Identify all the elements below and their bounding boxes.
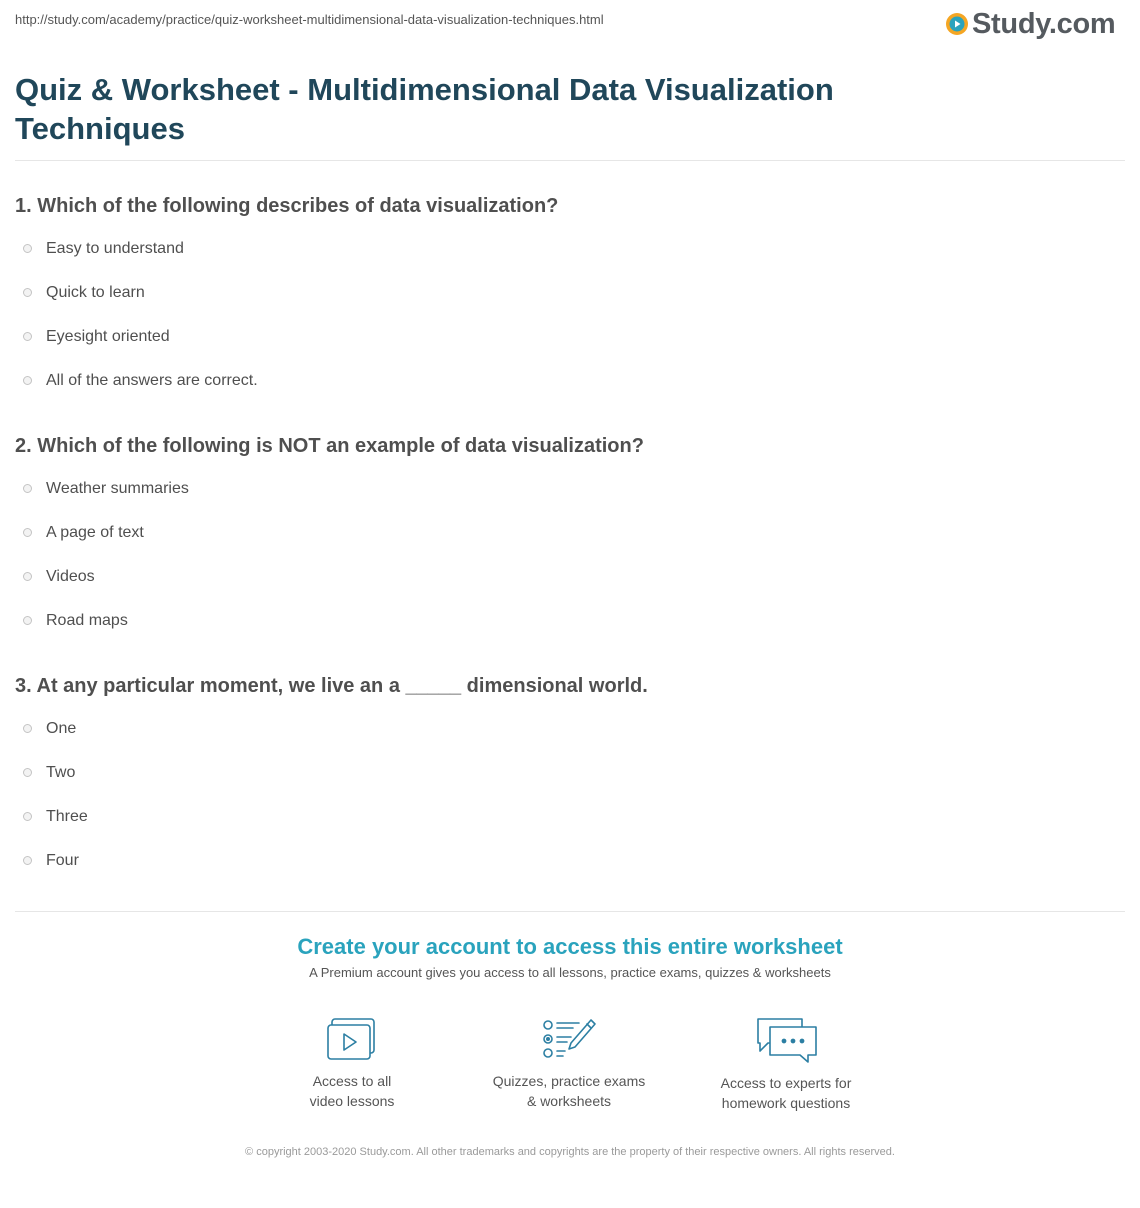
quiz-checklist-icon (541, 1017, 597, 1061)
question-2: 2. Which of the following is NOT an example of data visualization? (15, 435, 644, 457)
option-label: Weather summaries (46, 480, 189, 497)
radio-button[interactable] (23, 768, 32, 777)
radio-button[interactable] (23, 528, 32, 537)
feature-line-2: video lessons (309, 1093, 395, 1109)
radio-button[interactable] (23, 332, 32, 341)
question-1-option-2[interactable] (23, 282, 145, 304)
feature-line-1: Access to experts for (720, 1075, 852, 1091)
question-1-option-4[interactable] (23, 370, 258, 392)
question-1: 1. Which of the following describes of data visualization? (15, 195, 559, 217)
question-1-option-1[interactable] (23, 238, 184, 260)
option-label: Videos (46, 568, 95, 585)
question-2-option-2[interactable] (23, 522, 144, 544)
radio-button[interactable] (23, 288, 32, 297)
option-label: One (46, 720, 77, 737)
radio-button[interactable] (23, 724, 32, 733)
radio-button[interactable] (23, 376, 32, 385)
question-1-option-3[interactable] (23, 326, 170, 348)
copyright-text: © copyright 2003-2020 Study.com. All other trademarks and copyrights are the property of their respective owners. All rights reserved. (245, 1146, 895, 1158)
page-url: http://study.com/academy/practice/quiz-worksheet-multidimensional-data-visualization-techniques.html (15, 12, 604, 27)
play-circle-icon (945, 12, 969, 36)
question-3-option-3[interactable] (23, 806, 88, 828)
radio-button[interactable] (23, 244, 32, 253)
question-2-option-3[interactable] (23, 566, 95, 588)
create-account-link[interactable]: Create your account to access this entire worksheet (297, 934, 843, 959)
radio-button[interactable] (23, 616, 32, 625)
option-label: Quick to learn (46, 284, 145, 301)
question-3-option-1[interactable] (23, 718, 76, 740)
question-3-option-4[interactable] (23, 850, 79, 872)
feature-line-1: Quizzes, practice exams (492, 1073, 646, 1089)
question-3: 3. At any particular moment, we live an a _____ dimensional world. (15, 675, 648, 697)
option-label: Three (46, 808, 88, 825)
feature-line-1: Access to all (312, 1073, 392, 1089)
feature-line-2: & worksheets (526, 1093, 612, 1109)
header-divider (15, 160, 1125, 161)
radio-button[interactable] (23, 812, 32, 821)
option-label: Eyesight oriented (46, 328, 170, 345)
feature-experts (686, 1017, 886, 1113)
option-label: All of the answers are correct. (46, 372, 258, 389)
page-title: Quiz & Worksheet - Multidimensional Data Visualization Techniques (15, 72, 834, 146)
cta-subtitle: A Premium account gives you access to all lessons, practice exams, quizzes & worksheets (309, 965, 831, 980)
question-2-option-4[interactable] (23, 610, 128, 632)
option-label: Four (46, 852, 79, 869)
feature-video-lessons (252, 1017, 452, 1111)
option-label: Road maps (46, 612, 128, 629)
video-lessons-icon (326, 1017, 378, 1061)
question-2-option-1[interactable] (23, 478, 189, 500)
feature-line-2: homework questions (721, 1095, 851, 1111)
logo-text: Study.com (972, 7, 1116, 40)
radio-button[interactable] (23, 572, 32, 581)
option-label: Easy to understand (46, 240, 184, 257)
study-logo[interactable] (945, 6, 1115, 42)
chat-bubbles-icon (754, 1017, 818, 1063)
option-label: Two (46, 764, 76, 781)
radio-button[interactable] (23, 856, 32, 865)
option-label: A page of text (46, 524, 144, 541)
question-3-option-2[interactable] (23, 762, 75, 784)
cta-divider (15, 911, 1125, 912)
feature-quizzes (469, 1017, 669, 1111)
radio-button[interactable] (23, 484, 32, 493)
